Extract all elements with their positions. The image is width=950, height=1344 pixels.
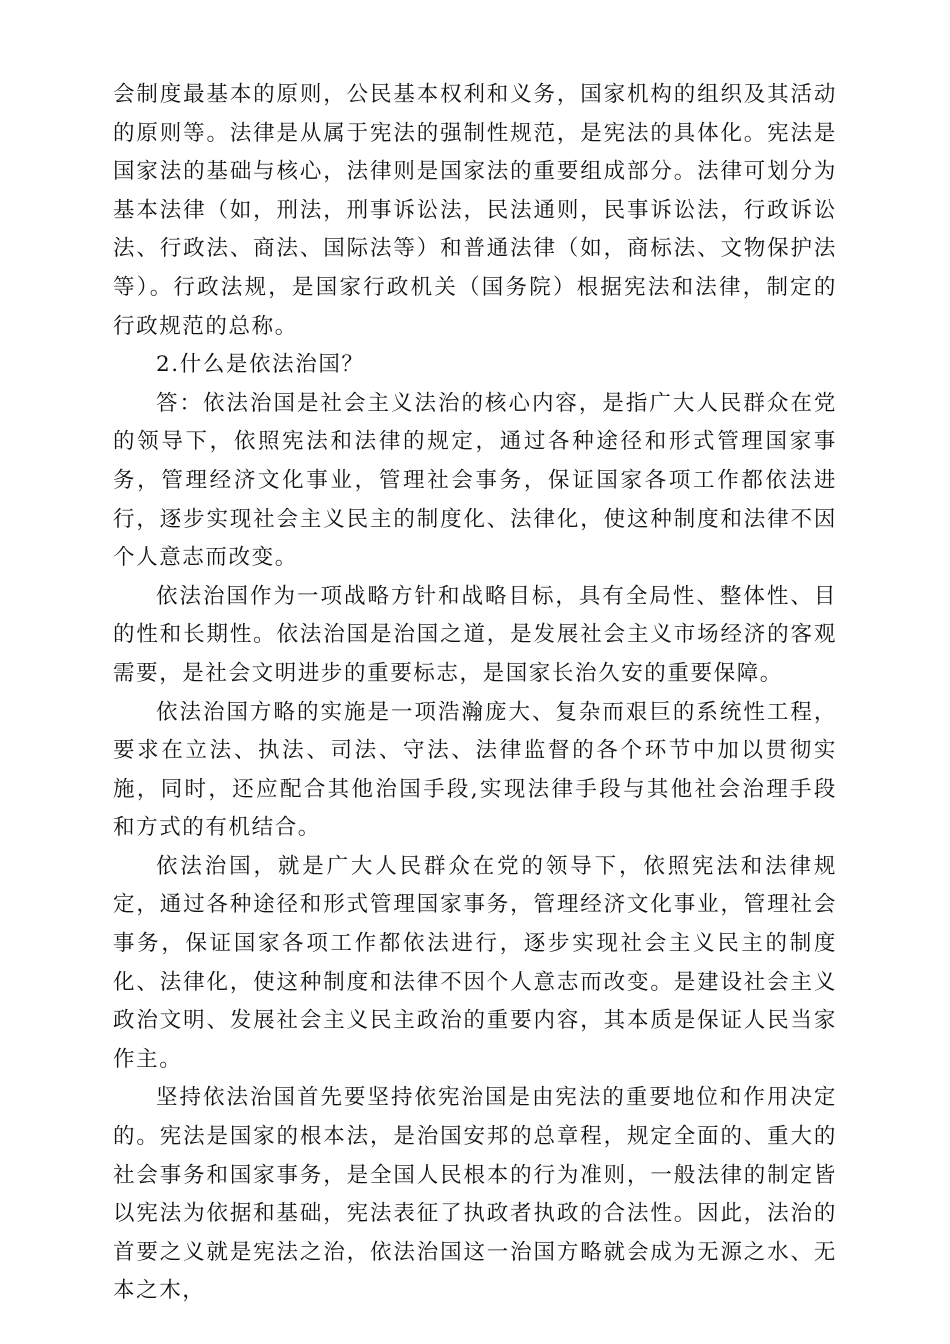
document-page: [113, 76, 837, 1311]
paragraph-answer: 答：依法治国是社会主义法治的核心内容，是指广大人民群众在党的领导下，依照宪法和法律的规定，通过各种途径和形式管理国家事务，管理经济文化事业，管理社会事务，保证国家各项工作都依法进行，逐步实现社会主义民主的制度化、法律化，使这种制度和法律不因个人意志而改变。: [113, 390, 837, 571]
paragraph-implementation: 依法治国方略的实施是一项浩瀚庞大、复杂而艰巨的系统性工程，要求在立法、执法、司法、守法、法律监督的各个环节中加以贯彻实施，同时，还应配合其他治国手段,实现法律手段与其他社会治理手段和方式的有机结合。: [113, 699, 837, 841]
paragraph-strategy: 依法治国作为一项战略方针和战略目标，具有全局性、整体性、目的性和长期性。依法治国是治国之道，是发展社会主义市场经济的客观需要，是社会文明进步的重要标志，是国家长治久安的重要保障。: [113, 583, 837, 686]
paragraph-definition: 依法治国，就是广大人民群众在党的领导下，依照宪法和法律规定，通过各种途径和形式管理国家事务，管理经济文化事业，管理社会事务，保证国家各项工作都依法进行，逐步实现社会主义民主的制度化、法律化，使这种制度和法律不因个人意志而改变。是建设社会主义政治文明、发展社会主义民主政治的重要内容，其本质是保证人民当家作主。: [113, 853, 837, 1072]
section-heading: 2.什么是依法治国？: [156, 352, 365, 378]
paragraph-continuation: 会制度最基本的原则，公民基本权利和义务，国家机构的组织及其活动的原则等。法律是从属于宪法的强制性规范，是宪法的具体化。宪法是国家法的基础与核心，法律则是国家法的重要组成部分。法律可划分为基本法律（如，刑法，刑事诉讼法，民法通则，民事诉讼法，行政诉讼法、行政法、商法、国际法等）和普通法律（如，商标法、文物保护法等）。行政法规，是国家行政机关（国务院）根据宪法和法律，制定的行政规范的总称。: [113, 82, 837, 339]
paragraph-constitution: 坚持依法治国首先要坚持依宪治国是由宪法的重要地位和作用决定的。宪法是国家的根本法，是治国安邦的总章程，规定全面的、重大的社会事务和国家事务，是全国人民根本的行为准则，一般法律的制定皆以宪法为依据和基础，宪法表征了执政者执政的合法性。因此，法治的首要之义就是宪法之治，依法治国这一治国方略就会成为无源之水、无本之木，: [113, 1085, 837, 1304]
